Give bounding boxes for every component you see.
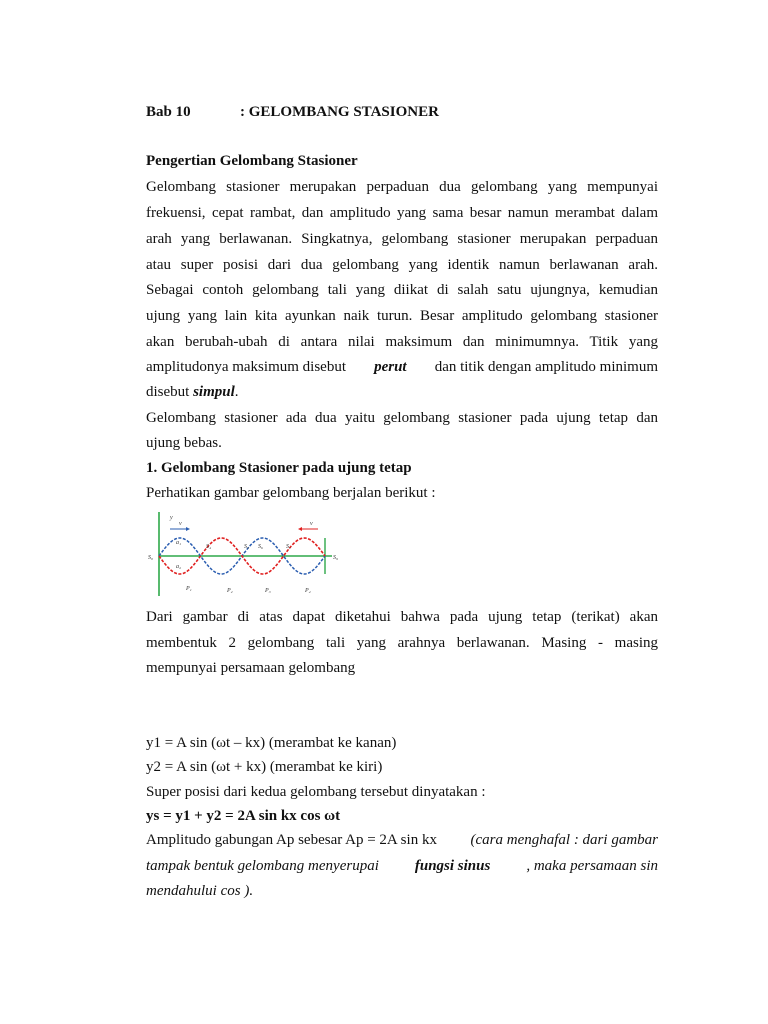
amplitude-line1 <box>146 832 658 849</box>
para1-line9 <box>146 384 239 401</box>
label-s6: S₆ <box>258 544 264 550</box>
para1-line7: akan berubah-ubah di antara nilai maksimum dan minimumnya. Titik yang <box>146 334 658 350</box>
arrow-head-icon <box>186 527 190 531</box>
label-s5: S₅ <box>244 544 250 550</box>
label-s0: S₀ <box>148 555 154 561</box>
label-a2: a₂ <box>176 564 182 570</box>
figure-intro: Perhatikan gambar gelombang berjalan berikut : <box>146 485 436 501</box>
para1-line5: Sebagai contoh gelombang tali yang diikat di salah satu ujungnya, kemudian <box>146 282 658 298</box>
amplitude-line2 <box>146 858 658 875</box>
label-s4: S₄ <box>206 544 212 550</box>
term-simpul: simpul <box>193 384 235 400</box>
equation-result: ys = y1 + y2 = 2A sin kx cos ωt <box>146 808 341 824</box>
wave-figure <box>148 508 358 598</box>
para1-line4: atau super posisi dari dua gelombang yang identik namun berlawanan arah. <box>146 257 658 273</box>
label-y: y <box>170 515 173 521</box>
label-v-left: v <box>179 521 182 527</box>
superposition-text: Super posisi dari kedua gelombang tersebut dinyatakan : <box>146 784 486 800</box>
term-perut: perut <box>374 359 407 375</box>
para1-line8-part-b: dan titik dengan amplitudo minimum <box>434 359 658 375</box>
para1-line2: frekuensi, cepat rambat, dan amplitudo yang sama besar namun merambat dalam <box>146 205 658 221</box>
para1-line6: ujung yang lain kita ayunkan naik turun. Besar amplitudo gelombang stasioner <box>146 308 658 324</box>
para2-line1: Gelombang stasioner ada dua yaitu gelombang stasioner pada ujung tetap dan <box>146 410 658 426</box>
amplitude-text: Amplitudo gabungan Ap sebesar Ap = 2A sin kx <box>146 832 437 848</box>
para3-line3: mempunyai persamaan gelombang <box>146 660 356 676</box>
para1-line3: arah yang berlawanan. Singkatnya, gelombang stasioner merupakan perpaduan <box>146 231 658 247</box>
para1-line9-part-b: . <box>234 384 239 400</box>
para1-line8-part-a: amplitudonya maksimum disebut <box>146 359 346 375</box>
mnemonic-text: (cara menghafal : dari gambar <box>470 832 658 848</box>
mnemonic-text-2a: tampak bentuk gelombang menyerupai <box>146 858 379 874</box>
para1-line8 <box>146 359 658 376</box>
para2-line2: ujung bebas. <box>146 435 222 451</box>
chapter-label: Bab 10 <box>146 104 191 120</box>
para1-line1: Gelombang stasioner merupakan perpaduan dua gelombang yang mempunyai <box>146 179 658 195</box>
term-fungsi-sinus: fungsi sinus <box>414 858 491 874</box>
label-p2: P₂ <box>227 588 233 594</box>
para3-line1: Dari gambar di atas dapat diketahui bahwa pada ujung tetap (terikat) akan <box>146 609 658 625</box>
label-s7: S₇ <box>286 544 292 550</box>
label-v-right: v <box>310 521 313 527</box>
amplitude-line3: mendahului cos ). <box>146 883 254 899</box>
arrow-head-icon <box>298 527 302 531</box>
label-p4: P₄ <box>305 588 311 594</box>
label-p3: P₃ <box>265 588 271 594</box>
label-s9: S₉ <box>333 555 339 561</box>
section-title: Pengertian Gelombang Stasioner <box>146 153 358 169</box>
label-a1: a₁ <box>176 540 182 546</box>
label-p1: P₁ <box>186 586 192 592</box>
equation-y2: y2 = A sin (ωt + kx) (merambat ke kiri) <box>146 759 383 775</box>
subsection-title: 1. Gelombang Stasioner pada ujung tetap <box>146 460 412 476</box>
para1-line9-part-a: disebut <box>146 384 190 400</box>
chapter-title: : GELOMBANG STASIONER <box>240 104 439 120</box>
para3-line2: membentuk 2 gelombang tali yang arahnya berlawanan. Masing - masing <box>146 635 658 651</box>
mnemonic-text-2b: , maka persamaan sin <box>526 858 658 874</box>
equation-y1: y1 = A sin (ωt – kx) (merambat ke kanan) <box>146 735 397 751</box>
